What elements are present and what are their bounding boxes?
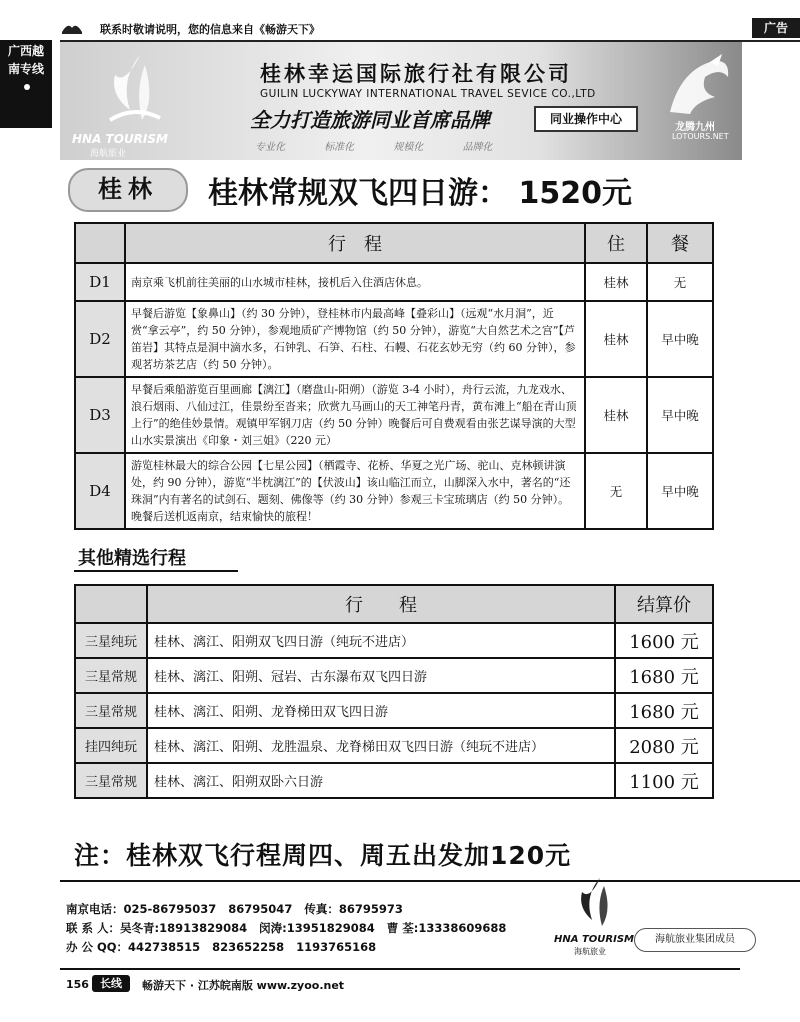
hna-logo-cn: 海航旅业 — [90, 149, 127, 159]
tag: 标准化 — [324, 142, 355, 153]
category-cell: 三星纯玩 — [75, 623, 147, 658]
price-cell: 2080 元 — [615, 728, 713, 763]
footer-logo — [548, 872, 642, 968]
itinerary-text: 南京乘飞机前往美丽的山水城市桂林，接机后入住酒店休息。 — [125, 263, 585, 301]
stay-cell: 无 — [585, 453, 647, 529]
table-header-cell: 行 程 — [147, 585, 615, 623]
contact-line: 南京电话：025-86795037 86795047 传真：86795973 — [66, 902, 403, 916]
stay-cell: 桂林 — [585, 301, 647, 377]
company-name-en: GUILIN LUCKYWAY INTERNATIONAL TRAVEL SEVICE CO.,LTD — [260, 88, 596, 100]
hna-bird-logo-icon — [574, 876, 618, 932]
day-cell: D1 — [75, 263, 125, 301]
route-cell: 桂林、漓江、阳朔、龙胜温泉、龙脊梯田双飞四日游（纯玩不进店） — [147, 728, 615, 763]
day-cell: D3 — [75, 377, 125, 453]
table-header-cell — [75, 223, 125, 263]
contact-line: 办 公 QQ：442738515 823652258 1193765168 — [66, 940, 377, 954]
meal-cell: 早中晚 — [647, 453, 713, 529]
meal-cell: 早中晚 — [647, 377, 713, 453]
table-row — [75, 301, 713, 377]
page-title: 桂林常规双飞四日游： 1520元 — [208, 176, 632, 211]
contact-block — [66, 900, 506, 957]
table-row — [75, 658, 713, 693]
table-header-row — [75, 585, 713, 623]
slogan: 全力打造旅游同业首席品牌 — [250, 108, 490, 132]
table-row — [75, 763, 713, 798]
price-cell: 1100 元 — [615, 763, 713, 798]
table-header-cell: 住 — [585, 223, 647, 263]
stay-cell: 桂林 — [585, 263, 647, 301]
agency-banner — [60, 42, 742, 160]
company-name: 桂林幸运国际旅行社有限公司 — [260, 62, 572, 86]
table-row — [75, 693, 713, 728]
itinerary-text: 早餐后乘船游览百里画廊【漓江】（磨盘山-阳朔）（游览 3-4 小时），舟行云流，九龙戏水、浪石烟雨、八仙过江，佳景纷至沓来；欣赏九马画山的天工神笔丹青，黄布滩上“船在青山顶上行”的绝佳妙景情。观镇甲军钢刀店（约 50 分钟）晚餐后可自费观看由张艺谋导演的大型山水实景演出《印象・刘三姐》（220 元） — [125, 377, 585, 453]
magazine-logo-icon — [60, 20, 84, 36]
surcharge-note: 注：桂林双飞行程周四、周五出发加120元 — [74, 841, 572, 870]
table-header-cell: 餐 — [647, 223, 713, 263]
city-tag: 桂林 — [68, 168, 188, 212]
meal-cell: 早中晚 — [647, 301, 713, 377]
price-cell: 1680 元 — [615, 658, 713, 693]
day-cell: D2 — [75, 301, 125, 377]
contact-line: 联 系 人：吴冬青:18913829084 闵涛:13951829084 曹 荃:13338609688 — [66, 921, 507, 935]
route-cell: 桂林、漓江、阳朔、冠岩、古东瀑布双飞四日游 — [147, 658, 615, 693]
section-title: 其他精选行程 — [78, 548, 186, 569]
table-row — [75, 728, 713, 763]
category-cell: 三星常规 — [75, 763, 147, 798]
hna-logo-text: HNA TOURISM — [72, 132, 168, 146]
dragon-logo-url: LOTOURS.NET — [672, 132, 729, 141]
footer-logo-text: HNA TOURISM — [554, 934, 634, 945]
page-number: 156 — [66, 978, 89, 991]
tag: 规模化 — [393, 142, 424, 153]
table-row — [75, 623, 713, 658]
price-cell: 1680 元 — [615, 693, 713, 728]
section-side-tab — [0, 40, 52, 128]
category-cell: 三星常规 — [75, 658, 147, 693]
route-cell: 桂林、漓江、阳朔双卧六日游 — [147, 763, 615, 798]
route-cell: 桂林、漓江、阳朔双飞四日游（纯玩不进店） — [147, 623, 615, 658]
itinerary-table — [74, 222, 714, 530]
stay-cell: 桂林 — [585, 377, 647, 453]
itinerary-text: 早餐后游览【象鼻山】（约 30 分钟），登桂林市内最高峰【叠彩山】（远观“水月洞”，近赏“拿云亭”，约 50 分钟），参观地质矿产博物馆（约 50 分钟），游览“大自然艺术之宫”【芦笛岩】其特点是洞中滴水多，石钟乳、石笋、石柱、石幔、石花玄妙无穷（约 60 分钟），参观茗坊茶艺店（约 50 分钟）。 — [125, 301, 585, 377]
table-header-cell: 结算价 — [615, 585, 713, 623]
day-cell: D4 — [75, 453, 125, 529]
header-strip — [60, 18, 800, 40]
side-tab-line: 南专线 — [7, 62, 44, 76]
bullet-dot — [0, 78, 52, 96]
dragon-logo-icon — [660, 52, 736, 118]
table-header-row — [75, 223, 713, 263]
ad-label: 广告 — [752, 18, 800, 38]
category-cell: 三星常规 — [75, 693, 147, 728]
tag-list — [255, 138, 535, 153]
dragon-logo-text: 龙腾九州 — [675, 122, 715, 133]
member-badge: 海航旅业集团成员 — [634, 928, 756, 952]
route-cell: 桂林、漓江、阳朔、龙脊梯田双飞四日游 — [147, 693, 615, 728]
tag: 品牌化 — [462, 142, 493, 153]
side-tab-line: 广西越 — [7, 44, 44, 58]
table-row — [75, 263, 713, 301]
center-badge: 同业操作中心 — [534, 106, 638, 132]
category-cell: 挂四纯玩 — [75, 728, 147, 763]
section-underline — [74, 570, 238, 572]
table-header-cell: 行 程 — [125, 223, 585, 263]
table-header-cell — [75, 585, 147, 623]
divider — [60, 968, 740, 970]
other-routes-table — [74, 584, 714, 799]
meal-cell: 无 — [647, 263, 713, 301]
price-cell: 1600 元 — [615, 623, 713, 658]
table-row — [75, 377, 713, 453]
table-row — [75, 453, 713, 529]
footer-logo-cn: 海航旅业 — [574, 947, 606, 956]
divider — [60, 880, 800, 882]
tag: 专业化 — [255, 142, 285, 153]
source-notice: 联系时敬请说明，您的信息来自《畅游天下》 — [100, 23, 320, 36]
hna-bird-logo-icon — [100, 50, 170, 130]
footer-text: 畅游天下 · 江苏皖南版 www.zyoo.net — [142, 979, 345, 992]
section-badge: 长线 — [92, 975, 130, 992]
itinerary-text: 游览桂林最大的综合公园【七星公园】（栖霞寺、花桥、华夏之光广场、驼山、克林顿讲演处，约 90 分钟），游览“半枕漓江”的【伏波山】该山临江而立，山脚深入水中，著名的“还珠洞”内有著名的试剑石、题刻、佛像等（约 30 分钟）参观三卡宝琉璃店（约 50 分钟）。晚餐后送机返南京，结束愉快的旅程！ — [125, 453, 585, 529]
